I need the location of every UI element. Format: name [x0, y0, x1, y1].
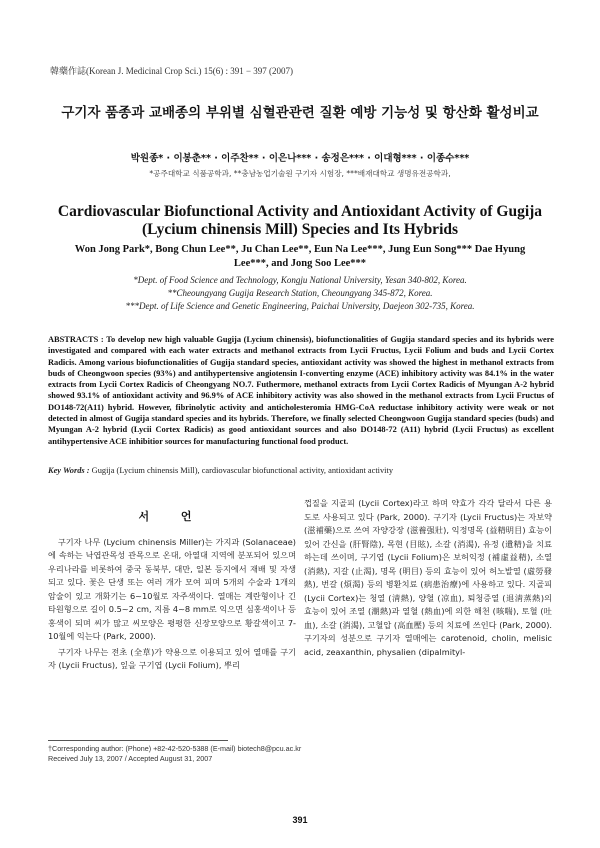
footnote-divider [48, 740, 228, 741]
journal-citation: 韓藥作誌(Korean J. Medicinal Crop Sci.) 15(6) : 391 − 397 (2007) [50, 66, 294, 76]
korean-authors: 박원종* · 이봉춘** · 이주찬** · 이은나*** · 송정은*** · 이대형*** · 이종수*** [130, 153, 470, 164]
affiliation-line: ***Dept. of Life Science and Genetic Engineering, Paichai University, Daejeon 302-735, Korea. [125, 301, 475, 311]
keywords-label: Key Words : [48, 466, 90, 475]
intro-paragraph: 구기자 나무 (Lycium chinensis Miller)는 가지과 (Solanaceae)에 속하는 낙엽관목성 관목으로 온대, 아열대 지역에 분포되어 있으며 우리나라를 비롯하여 중국 동북부, 대만, 일본 등지에서 재배 및 자생되고 있다. 꽃은 단생 또는 여러 개가 모여 피며 5개의 수술과 1개의 암술이 있고 개화기는 6~10월로 자주색이다. 열매는 계란형이나 긴 타원형으로 길이 0.5~2 cm, 지름 4~8 mm로 익으면 심홍색이나 등홍색이 되며 씨가 많고 씨모양은 평평한 신장모양으로 황갈색이고 7-10월에 익는다 (Park, 2000). [48, 536, 296, 641]
received-accepted-dates: Received July 13, 2007 / Accepted August 31, 2007 [48, 754, 213, 763]
english-affiliations [60, 274, 540, 313]
affiliation-line: **Cheoungyang Gugija Research Station, Cheoungyang 345-872, Korea. [167, 288, 433, 298]
page-number: 391 [292, 815, 308, 825]
korean-affiliations: *공주대학교 식품공학과, **충남농업기술원 구기자 시험장, ***배재대학교 생명유전공학과, [149, 169, 451, 178]
keywords-text: Gugija (Lycium chinensis Mill), cardiovascular biofunctional activity, antioxidant activity [91, 466, 394, 475]
abstract [48, 334, 554, 447]
abstract-text: To develop new high valuable Gugija (Lycium chinensis), biofunctionalities of Gugija standard species and its hybrids were investigated and compared with each water extracts and methanol extracts from Lycii Fructus, Lycii Folium and buds and Lycii Cortex Radicis. Among various biofunctionalities of Gugija standard species, antioxidant activity was showed the highest in methanol extracts from buds of Cheongwoon species (93%) and antihypertensive angiotensin I-converting enzyme (ACE) inhibitory activity was 84.1% in the water extracts from Lycii Cortex Radicis of Cheongyang NO.7. Futhermore, methanol extracts from Lycii Cortex Radicis of Myungan A-2 hybrid showed 93.1% of antioxidant activity and 96.9% of ACE inhibitory activity was also showed in the methanol extracts from Lycii Fructus of DO148-72(A11) hybrid. However, fibrinolytic activity and anticholesteromia HMG-CoA reductase inhibitory activity were weak or not detected in almost of Gugija standard species and its hybrids. Therefore, we finally selected Cheongwoon Gugija standard species (buds) and Myungan A-2 hybrid (Lycii Cortex Radicis) as good antioxidant sources and also DO148-72 (A11) hybrid (Lycii Fructus) as excellent antihypertensive ACE inhibitior sources for manufacturing functional food product. [48, 335, 554, 446]
abstract-label: ABSTRACTS : [48, 335, 104, 344]
left-column [48, 492, 296, 673]
korean-title: 구기자 품종과 교배종의 부위별 심혈관관련 질환 예방 기능성 및 항산화 활성비교 [61, 105, 539, 121]
intro-paragraph: 구기자 나무는 전초 (全草)가 약용으로 이용되고 있어 열매를 구기자 (Lycii Fructus), 잎을 구기엽 (Lycii Folium), 뿌리 [48, 646, 296, 670]
english-title: Cardiovascular Biofunctional Activity and Antioxidant Activity of Gugija (Lycium chinensis Mill) Species and Its Hybrids [57, 203, 543, 238]
keywords [48, 466, 554, 475]
footnote [48, 744, 554, 764]
affiliation-line: *Dept. of Food Science and Technology, Kongju National University, Yesan 340-802, Korea. [133, 275, 467, 285]
intro-paragraph: 껍질을 지골피 (Lycii Cortex)라고 하며 약효가 각각 달라서 다른 용도로 사용되고 있다 (Park, 2000). 구기자 (Lycii Fructus)는 자보약 (滋補藥)으로 쓰여 자양강장 (滋養强壯), 익정명목 (益精明目) 효능이 있어 간신을 (肝腎陰), 목현 (目眩), 소갈 (消渴), 유정 (遺精)을 치료하는데 쓰이며, 구기엽 (Lycii Folium)은 보허익정 (補虛益精), 소열 (消熱), 지갈 (止渴), 명목 (明目) 등의 효능이 있어 허노발열 (虛勞發熱), 번갈 (煩渴) 등의 병환치료 (病患治療)에 사용하고 있다. 지골피 (Lycii Cortex)는 청열 (淸熱), 양혈 (凉血), 퇴청증열 (退淸蒸熱)의 효능이 있어 조열 (潮熱)과 열혈 (熱血)에 의한 해천 (咳喘), 토혈 (吐血), 소갈 (消渴), 고혈압 (高血壓) 등의 치료에 쓰인다 (Park, 2000). 구기자의 성분으로 구기자 열매에는 carotenoid, cholin, melisic acid, zeaxanthin, physalien (dipalmityl- [304, 498, 552, 657]
right-column [304, 497, 552, 659]
english-authors: Won Jong Park*, Bong Chun Lee**, Ju Chan Lee**, Eun Na Lee***, Jung Eun Song*** Dae Hyung Lee***, and Jong Soo Lee*** [74, 244, 526, 269]
corresponding-author: †Corresponding author: (Phone) +82-42-520-5388 (E-mail) biotech8@pcu.ac.kr [48, 744, 302, 753]
section-title-introduction: 서 언 [138, 510, 206, 523]
